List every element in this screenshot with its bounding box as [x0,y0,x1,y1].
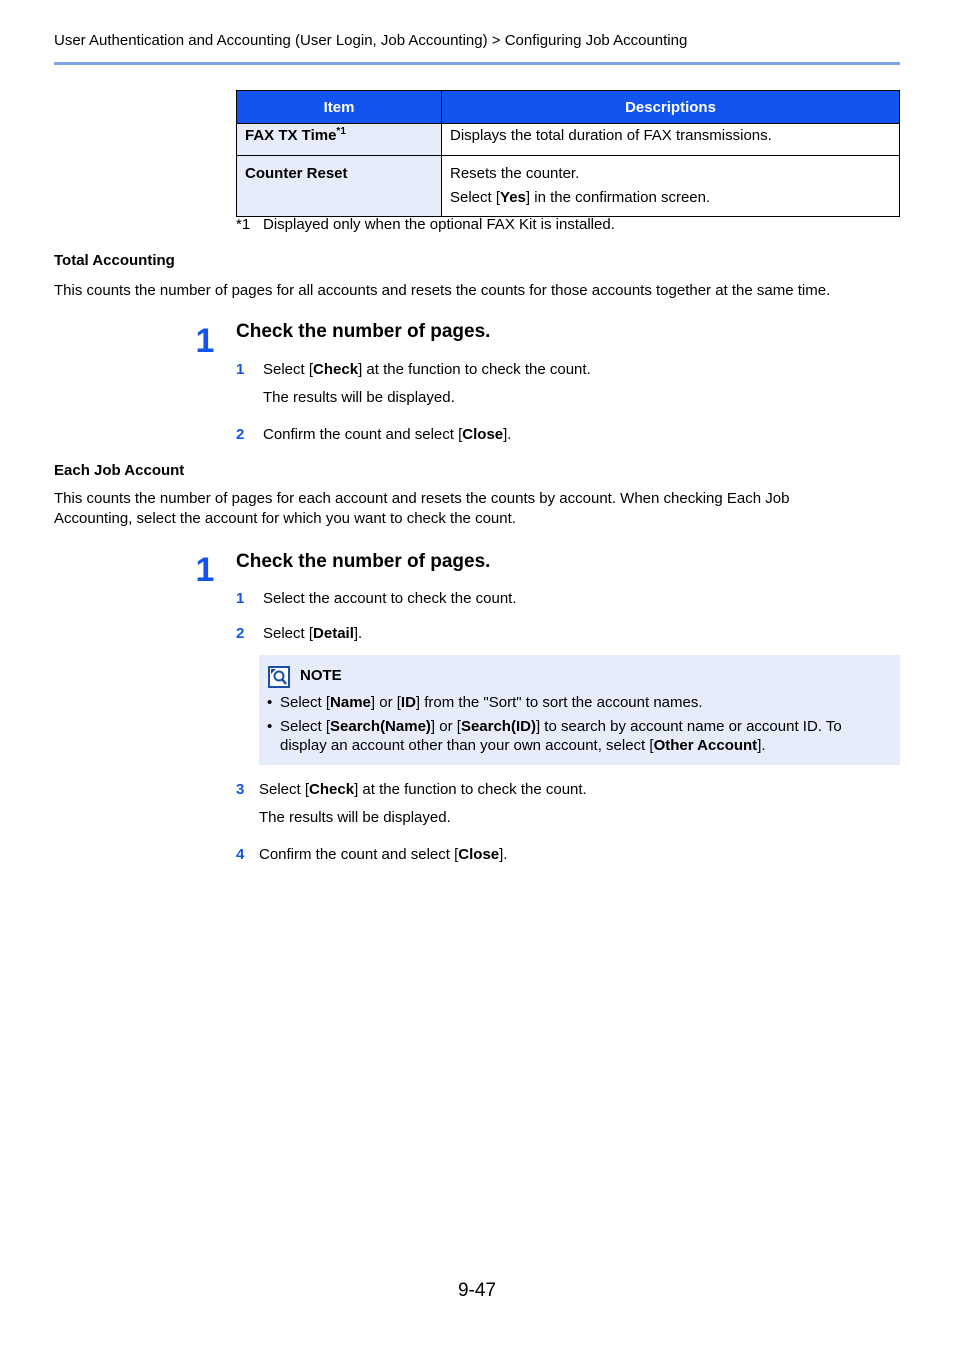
sub-step-number: 1 [236,361,245,378]
yes-key-label: Yes [500,189,526,206]
footnote-reference: *1 [336,126,346,137]
sub-step [236,846,507,863]
table-header-row [237,91,900,124]
sub-step [236,625,362,642]
text: Select [ [263,625,314,642]
sub-step [236,590,517,607]
bullet-text [280,717,887,755]
item-name: FAX TX Time [245,127,337,144]
text: ] at the function to check the count. [358,361,591,378]
result-text: The results will be displayed. [263,389,455,406]
text: Confirm the count and select [ [259,846,459,863]
close-key-label: Close [462,426,504,443]
other-account-key-label: Other Account [653,737,758,754]
search-id-key-label: Search(ID) [460,718,536,735]
note-box [259,655,900,765]
table-cell-description [442,156,900,217]
note-magnifier-icon [268,666,290,688]
section-text: This counts the number of pages for all accounts and resets the counts for those accounts together at the same time. [54,282,831,299]
bullet: • [267,718,273,735]
section-title-each-job-account: Each Job Account [54,462,185,479]
text-line: Accounting, select the account for which you want to check the count. [54,510,516,527]
text: ] from the "Sort" to sort the account names. [415,694,703,711]
text: Select the account to check the count. [263,590,517,607]
sub-step-number: 3 [236,781,245,798]
text: ] in the confirmation screen. [525,189,711,206]
bullet: • [267,694,273,711]
description-line [450,186,891,210]
name-key-label: Name [330,694,371,711]
sub-step-number: 2 [236,426,245,443]
check-key-label: Check [309,781,355,798]
text: ] or [ [430,718,461,735]
id-key-label: ID [400,694,416,711]
sub-step [236,426,511,443]
footnote-mark: *1 [236,216,251,233]
close-key-label: Close [458,846,500,863]
search-name-key-label: Search(Name) [330,718,431,735]
note-title: NOTE [300,667,342,684]
detail-key-label: Detail [313,625,354,642]
step-number-icon [190,551,220,585]
sub-step-number: 4 [236,846,245,863]
check-key-label: Check [313,361,359,378]
note-bullet-item [267,693,887,712]
table-cell-description: Displays the total duration of FAX transmissions. [442,124,900,156]
section-title-total-accounting: Total Accounting [54,252,175,269]
sub-step [236,781,587,798]
sub-step [236,361,591,378]
text: ]. [353,625,363,642]
text: Select [ [263,361,314,378]
text: Select [ [280,694,331,711]
text: ] or [ [370,694,401,711]
step-title: Check the number of pages. [236,551,491,572]
bullet-text [280,693,887,712]
table-cell-item: Counter Reset [237,156,442,217]
footnote [236,216,615,233]
sub-step-number: 2 [236,625,245,642]
breadcrumb: User Authentication and Accounting (User Login, Job Accounting) > Configuring Job Accounting [54,32,688,49]
step-title: Check the number of pages. [236,321,491,342]
result-text: The results will be displayed. [259,809,451,826]
text: Select [ [450,189,501,206]
column-header-item: Item [237,91,442,124]
table-row [237,156,900,217]
text: Select [ [259,781,310,798]
text: ] to search by account name or account ID. To [535,718,842,735]
step-number: 1 [195,551,215,585]
table-row [237,124,900,156]
note-bullet-item [267,717,887,755]
footnote-text: Displayed only when the optional FAX Kit is installed. [263,216,615,233]
description-table [236,90,900,217]
column-header-descriptions: Descriptions [442,91,900,124]
sub-step-number: 1 [236,590,245,607]
text: Confirm the count and select [ [263,426,463,443]
step-number-icon [190,322,220,356]
text: ] at the function to check the count. [354,781,587,798]
text: ]. [499,846,508,863]
text: ]. [757,737,766,754]
page-number: 9-47 [457,1280,497,1301]
step-number: 1 [195,322,215,356]
text-line: This counts the number of pages for each account and resets the counts by account. When checking Each Job [54,490,790,507]
text: display an account other than your own account, select [ [280,737,654,754]
text: Select [ [280,718,331,735]
header-rule [54,62,900,65]
description-line: Resets the counter. [450,165,580,182]
text: ]. [503,426,512,443]
table-cell-item [237,124,442,156]
section-text [54,489,900,529]
